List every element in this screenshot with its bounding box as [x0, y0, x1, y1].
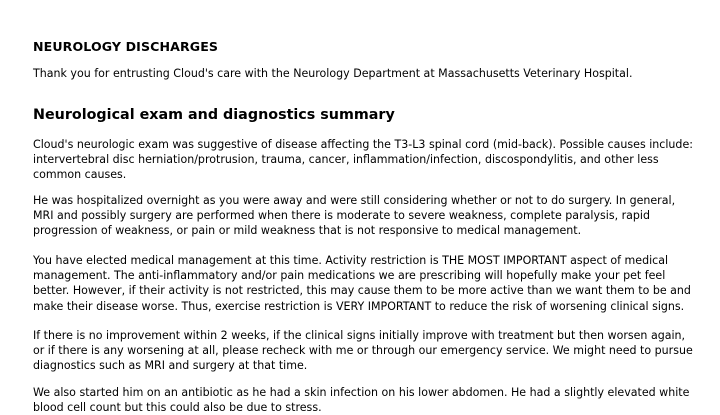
clipped-previous-line [33, 0, 693, 4]
section-title: NEUROLOGY DISCHARGES [33, 39, 219, 54]
paragraph-antibiotic: We also started him on an antibiotic as he had a skin infection on his lower abdomen. He had a slightly elevated white blood cell count but this could also be due to stress. [33, 386, 690, 415]
paragraph-hospitalization: He was hospitalized overnight as you were away and were still considering whether or not to do surgery. In general, MRI and possibly surgery are performed when there is moderate to severe weakness, complete paralysis, rapid progression of weakness, or pain or mild weakness that is not responsive to medical management. [33, 194, 676, 238]
paragraph-medical-management: You have elected medical management at this time. Activity restriction is THE MOST IMPORTANT aspect of medical management. The anti-inflammatory and/or pain medications we are prescribing will hopefully make your pet feel better. However, if their activity is not restricted, this may cause them to be more active than we want them to be and make their disease worse. Thus, exercise restriction is VERY IMPORTANT to reduce the risk of worsening clinical signs. [33, 254, 691, 313]
paragraph-recheck: If there is no improvement within 2 weeks, if the clinical signs initially improve with treatment but then worsen again, or if there is any worsening at all, please recheck with me or through our emergency service. We might need to pursue diagnostics such as MRI and surgery at that time. [33, 329, 693, 373]
paragraph-exam-findings: Cloud's neurologic exam was suggestive of disease affecting the T3-L3 spinal cord (mid-back). Possible causes include: intervertebral disc herniation/protrusion, trauma, cancer, inflammation/infection, discospondylitis, and other less common causes. [33, 138, 693, 182]
intro-paragraph: Thank you for entrusting Cloud's care with the Neurology Department at Massachusetts Veterinary Hospital. [33, 67, 633, 80]
subsection-title: Neurological exam and diagnostics summary [33, 107, 395, 123]
